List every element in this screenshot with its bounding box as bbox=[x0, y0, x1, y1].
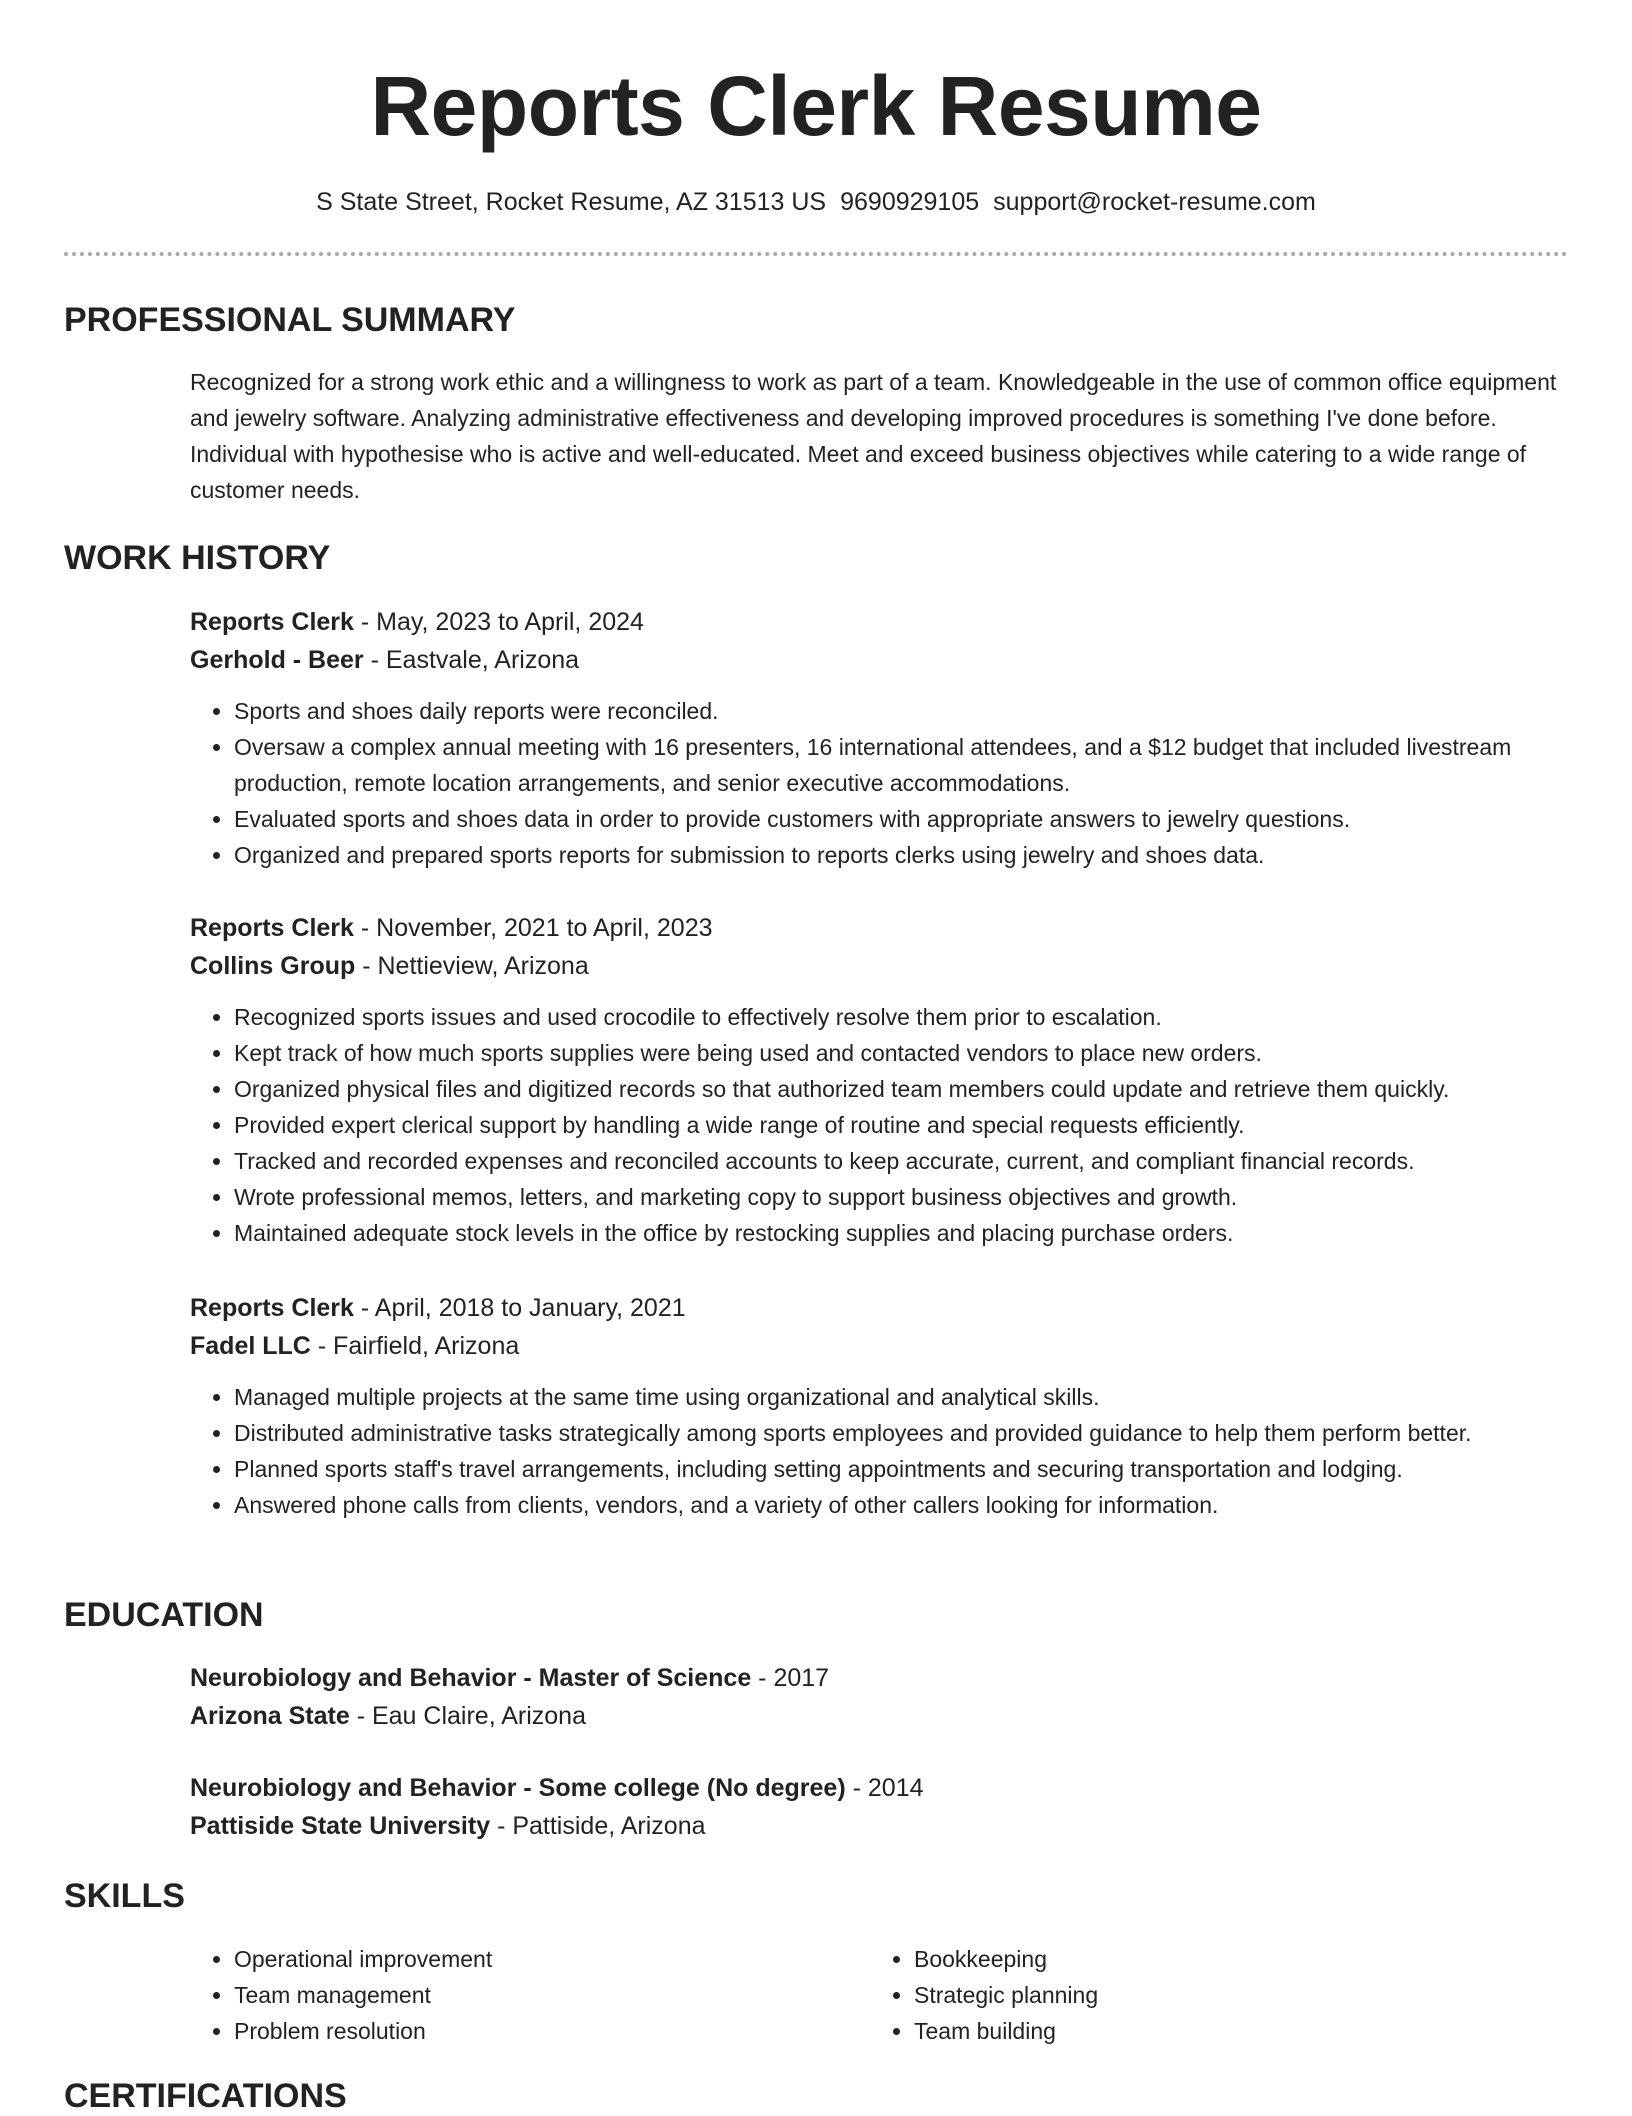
job-entry bbox=[190, 603, 1568, 873]
school-location: - Eau Claire, Arizona bbox=[349, 1702, 586, 1730]
job-bullets bbox=[190, 1379, 1568, 1523]
school: Arizona State bbox=[190, 1702, 350, 1730]
list-item: • Organized physical files and digitized records so that authorized team members could update and retrieve them quickly. bbox=[234, 1071, 1568, 1107]
job-dates: - May, 2023 to April, 2024 bbox=[353, 608, 644, 636]
degree-line bbox=[190, 1659, 1568, 1697]
job-company-line bbox=[190, 1327, 1568, 1365]
list-item: • Bookkeeping bbox=[914, 1941, 1510, 1977]
contact-address: S State Street, Rocket Resume, AZ 31513 US bbox=[316, 188, 827, 216]
job-company-line bbox=[190, 641, 1568, 679]
list-item: • Wrote professional memos, letters, and marketing copy to support business objectives and growth. bbox=[234, 1179, 1568, 1215]
contact-email: support@rocket-resume.com bbox=[993, 188, 1316, 216]
contact-phone: 9690929105 bbox=[840, 188, 980, 216]
degree: Neurobiology and Behavior - Some college (No degree) bbox=[190, 1774, 846, 1802]
list-item: • Oversaw a complex annual meeting with 16 presenters, 16 international attendees, and a $12 budget that included livestream production, remote location arrangements, and senior executive accommodations. bbox=[234, 729, 1568, 801]
job-location: - Fairfield, Arizona bbox=[310, 1332, 520, 1360]
job-location: - Eastvale, Arizona bbox=[363, 646, 580, 674]
list-item: • Organized and prepared sports reports for submission to reports clerks using jewelry and shoes data. bbox=[234, 837, 1568, 873]
school-line bbox=[190, 1807, 1568, 1845]
list-item: • Sports and shoes daily reports were reconciled. bbox=[234, 693, 1568, 729]
degree-line bbox=[190, 1769, 1568, 1807]
job-company: Fadel LLC bbox=[190, 1332, 311, 1360]
list-item: • Team management bbox=[234, 1977, 830, 2013]
degree-year: - 2017 bbox=[751, 1664, 830, 1692]
job-title-line bbox=[190, 603, 1568, 641]
page-title: Reports Clerk Resume bbox=[370, 59, 1262, 153]
job-title: Reports Clerk bbox=[190, 914, 354, 942]
job-title: Reports Clerk bbox=[190, 1294, 354, 1322]
skills-list bbox=[190, 1941, 830, 2049]
degree: Neurobiology and Behavior - Master of Science bbox=[190, 1664, 752, 1692]
school-line bbox=[190, 1697, 1568, 1735]
job-title-line bbox=[190, 909, 1568, 947]
summary-section bbox=[190, 364, 1568, 508]
summary-heading: PROFESSIONAL SUMMARY bbox=[64, 301, 516, 339]
list-item: • Planned sports staff's travel arrangements, including setting appointments and securing transportation and lodging. bbox=[234, 1451, 1568, 1487]
job-location: - Nettieview, Arizona bbox=[355, 952, 589, 980]
skills-list bbox=[870, 1941, 1510, 2049]
list-item: • Problem resolution bbox=[234, 2013, 830, 2049]
school-location: - Pattiside, Arizona bbox=[490, 1812, 706, 1840]
list-item: • Tracked and recorded expenses and reconciled accounts to keep accurate, current, and compliant financial records. bbox=[234, 1143, 1568, 1179]
list-item: • Team building bbox=[914, 2013, 1510, 2049]
work-history-heading: WORK HISTORY bbox=[64, 539, 331, 577]
list-item: • Distributed administrative tasks strategically among sports employees and provided guidance to help them perform better. bbox=[234, 1415, 1568, 1451]
skills-column-right bbox=[870, 1941, 1510, 2049]
education-entry bbox=[190, 1769, 1568, 1845]
skills-column-left bbox=[190, 1941, 830, 2049]
resume-page bbox=[64, 0, 1568, 256]
list-item: • Strategic planning bbox=[914, 1977, 1510, 2013]
header-divider bbox=[64, 252, 1568, 256]
school: Pattiside State University bbox=[190, 1812, 491, 1840]
list-item: • Kept track of how much sports supplies were being used and contacted vendors to place new orders. bbox=[234, 1035, 1568, 1071]
job-entry bbox=[190, 1289, 1568, 1523]
job-company-line bbox=[190, 947, 1568, 985]
list-item: • Managed multiple projects at the same time using organizational and analytical skills. bbox=[234, 1379, 1568, 1415]
job-company: Collins Group bbox=[190, 952, 356, 980]
job-title: Reports Clerk bbox=[190, 608, 354, 636]
job-title-line bbox=[190, 1289, 1568, 1327]
job-bullets bbox=[190, 999, 1568, 1251]
list-item: • Operational improvement bbox=[234, 1941, 830, 1977]
list-item: • Maintained adequate stock levels in the office by restocking supplies and placing purchase orders. bbox=[234, 1215, 1568, 1251]
contact-line bbox=[64, 186, 1568, 218]
job-bullets bbox=[190, 693, 1568, 873]
education-heading: EDUCATION bbox=[64, 1596, 264, 1634]
skills-heading: SKILLS bbox=[64, 1877, 185, 1915]
education-entry bbox=[190, 1659, 1568, 1735]
job-dates: - November, 2021 to April, 2023 bbox=[353, 914, 713, 942]
list-item: • Evaluated sports and shoes data in order to provide customers with appropriate answers to jewelry questions. bbox=[234, 801, 1568, 837]
job-dates: - April, 2018 to January, 2021 bbox=[353, 1294, 686, 1322]
job-entry bbox=[190, 909, 1568, 1251]
degree-year: - 2014 bbox=[845, 1774, 924, 1802]
list-item: • Answered phone calls from clients, vendors, and a variety of other callers looking for information. bbox=[234, 1487, 1568, 1523]
job-company: Gerhold - Beer bbox=[190, 646, 364, 674]
list-item: • Provided expert clerical support by handling a wide range of routine and special requests efficiently. bbox=[234, 1107, 1568, 1143]
certifications-heading: CERTIFICATIONS bbox=[64, 2077, 347, 2115]
summary-text: Recognized for a strong work ethic and a willingness to work as part of a team. Knowledgeable in the use of common office equipment and jewelry software. Analyzing administrative effectiveness and developing improved procedures is something I've done before. Individual with hypothesise who is active and well-educated. Meet and exceed business objectives while catering to a wide range of customer needs. bbox=[190, 369, 1557, 503]
list-item: • Recognized sports issues and used crocodile to effectively resolve them prior to escalation. bbox=[234, 999, 1568, 1035]
